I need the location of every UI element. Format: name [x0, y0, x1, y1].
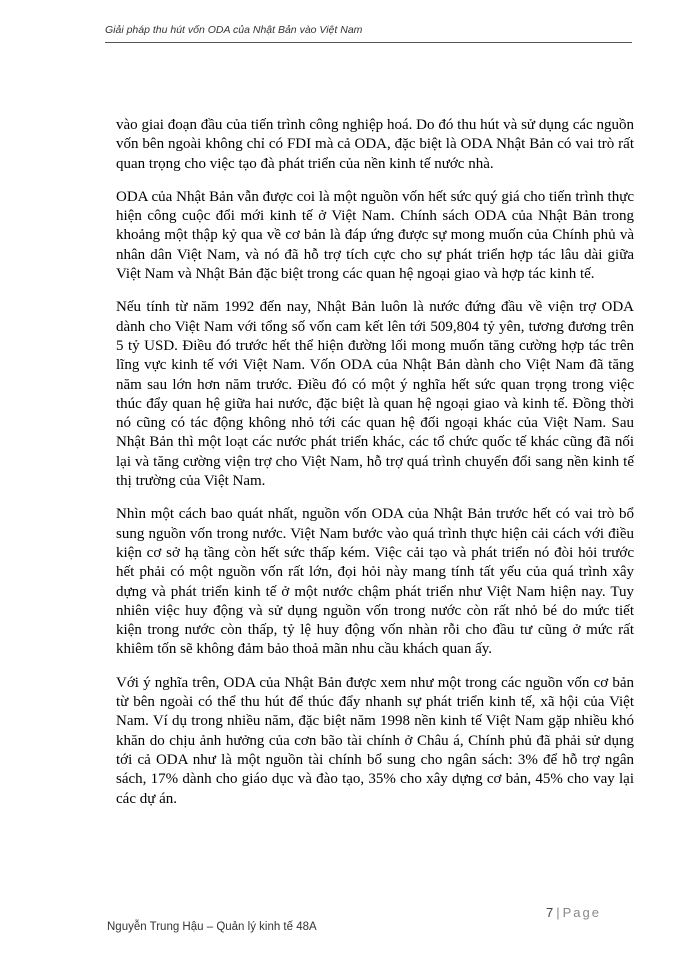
- page-number-separator: |: [556, 905, 560, 920]
- running-header: Giải pháp thu hút vốn ODA của Nhật Bản vào Việt Nam: [105, 24, 363, 36]
- document-body: [116, 116, 634, 823]
- body-paragraph: Với ý nghĩa trên, ODA của Nhật Bản được xem như một trong các nguồn vốn cơ bản từ bên ngoài có thể thu hút để thúc đẩy nhanh sự phát triển kinh tế, xã hội của Việt Nam. Ví dụ trong nhiều năm, đặc biệt năm 1998 nền kinh tế Việt Nam gặp nhiều khó khăn do chịu ảnh hưởng của cơn bão tài chính ở Châu á, Chính phủ đã phải sử dụng tới cả ODA như là một nguồn tài chính bổ sung cho ngân sách: 3% để hỗ trợ ngân sách, 17% dành cho giáo dục và đào tạo, 35% cho xây dựng cơ bản, 45% cho vay lại các dự án.: [116, 674, 634, 807]
- page-word: Page: [562, 905, 601, 920]
- page-number: [546, 905, 601, 920]
- header-divider: [105, 42, 632, 43]
- page-number-value: 7: [546, 905, 554, 920]
- body-paragraph: ODA của Nhật Bản vẫn được coi là một nguồn vốn hết sức quý giá cho tiến trình thực hiện công cuộc đổi mới kinh tế ở Việt Nam. Chính sách ODA của Nhật Bản trong khoảng một thập kỷ qua về cơ bản là đáp ứng được sự mong muốn của Chính phủ và nhân dân Việt Nam, và nó đã hỗ trợ tích cực cho sự phát triển hợp tác lâu dài giữa Việt Nam và Nhật Bản đặc biệt trong các quan hệ ngoại giao và hợp tác kinh tế.: [116, 188, 634, 283]
- body-paragraph: vào giai đoạn đầu của tiến trình công nghiệp hoá. Do đó thu hút và sử dụng các nguồn vốn bên ngoài không chỉ có FDI mà cả ODA, đặc biệt là ODA Nhật Bản có vai trò rất quan trọng cho việc tạo đà phát triển của nền kinh tế nước nhà.: [116, 117, 634, 172]
- running-footer: Nguyễn Trung Hậu – Quản lý kinh tế 48A: [107, 921, 317, 933]
- body-paragraph: Nhìn một cách bao quát nhất, nguồn vốn ODA của Nhật Bản trước hết có vai trò bổ sung nguồn vốn trong nước. Việt Nam bước vào quá trình thực hiện cải cách với điều kiện cơ sở hạ tầng còn hết sức thấp kém. Việc cải tạo và phát triển nó đòi hỏi trước hết phải có một nguồn vốn rất lớn, đọi hỏi này mang tính tất yếu của quá trình xây dựng và phát triển kinh tế ở một nước chậm phát triển như Việt Nam hiện nay. Tuy nhiên việc huy động và sử dụng nguồn vốn trong nước còn rất nhỏ bé do mức tiết kiện trong nước còn thấp, tỷ lệ huy động vốn nhàn rỗi cho đầu tư cũng ở mức rất khiêm tốn sẽ không đảm bảo thoả mãn nhu cầu khách quan ấy.: [116, 506, 634, 658]
- body-paragraph: Nếu tính từ năm 1992 đến nay, Nhật Bản luôn là nước đứng đầu về viện trợ ODA dành cho Việt Nam với tổng số vốn cam kết lên tới 509,804 tỷ yên, tương đương trên 5 tỷ USD. Điều đó trước hết thể hiện đường lối mong muốn tăng cường hợp tác trên lĩng vực kinh tế với Việt Nam. Vốn ODA của Nhật Bản dành cho Việt Nam đã tăng năm sau lớn hơn năm trước. Điều đó có một ý nghĩa hết sức quan trọng trong việc thúc đẩy quan hệ giữa hai nước, đặc biệt là quan hệ ngoại giao và kinh tế. Đồng thời nó cũng có tác động không nhỏ tới các quan hệ đối ngoại khác của Việt Nam. Sau Nhật Bản thì một loạt các nước phát triển khác, các tổ chức quốc tế khác cũng đã nối lại và tăng cường viện trợ cho Việt Nam, hỗ trợ quá trình chuyển đổi sang nền kinh tế thị trường của Việt Nam.: [116, 299, 634, 490]
